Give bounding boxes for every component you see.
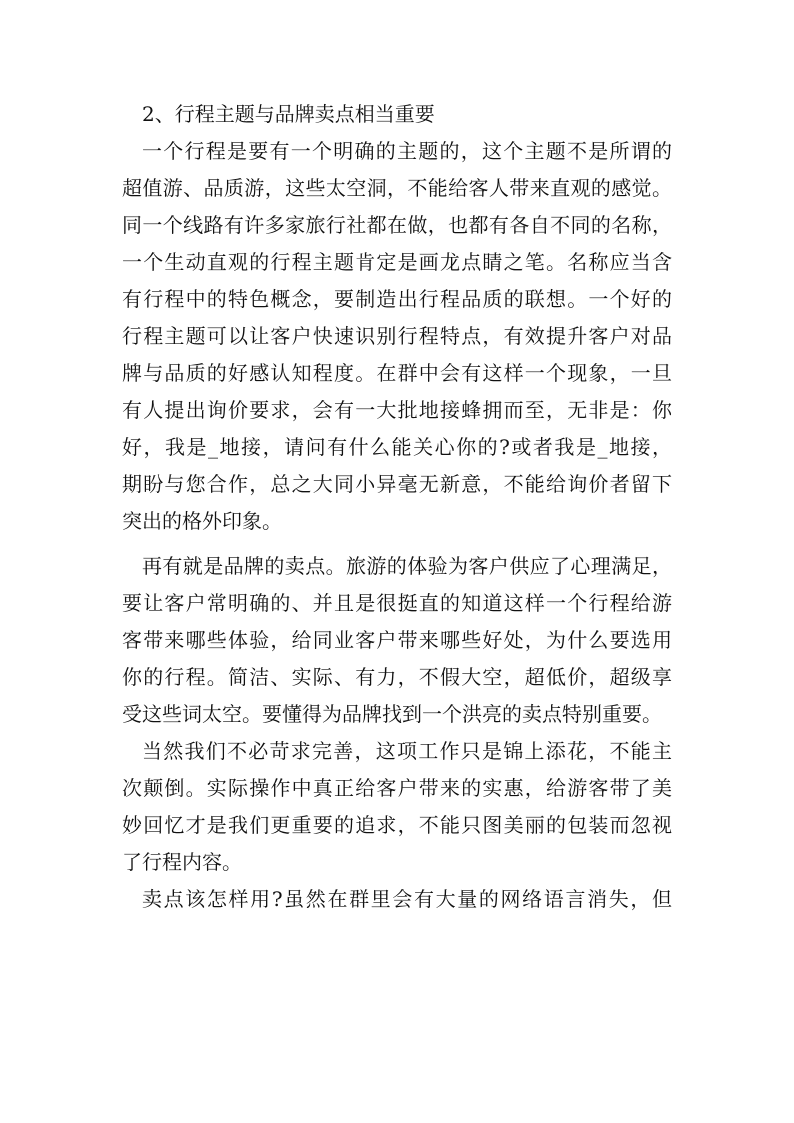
text-line: 妙回忆才是我们更重要的追求，不能只图美丽的包装而忽视 bbox=[122, 813, 672, 837]
paragraph-1 bbox=[122, 133, 672, 540]
paragraph-3 bbox=[122, 733, 672, 881]
text-line: 行程主题可以让客户快速识别行程特点，有效提升客户对品 bbox=[122, 324, 672, 348]
text-line: 突出的格外印象。 bbox=[122, 509, 282, 533]
text-line: 你的行程。简洁、实际、有力，不假大空，超低价，超级享 bbox=[122, 665, 672, 689]
text-line: 卖点该怎样用?虽然在群里会有大量的网络语言消失，但 bbox=[142, 887, 672, 911]
text-line: 期盼与您合作，总之大同小异毫无新意，不能给询价者留下 bbox=[122, 472, 672, 496]
text-line: 受这些词太空。要懂得为品牌找到一个洪亮的卖点特别重要。 bbox=[122, 702, 662, 726]
paragraph-2 bbox=[122, 548, 672, 733]
text-line: 好，我是_地接，请问有什么能关心你的?或者我是_地接， bbox=[122, 435, 672, 459]
text-line: 当然我们不必苛求完善，这项工作只是锦上添花，不能主 bbox=[142, 739, 672, 763]
text-line: 了行程内容。 bbox=[122, 850, 242, 874]
text-line: 有行程中的特色概念，要制造出行程品质的联想。一个好的 bbox=[122, 287, 672, 311]
text-line: 一个生动直观的行程主题肯定是画龙点睛之笔。名称应当含 bbox=[122, 250, 672, 274]
text-line: 同一个线路有许多家旅行社都在做，也都有各自不同的名称， bbox=[122, 213, 672, 237]
text-line: 牌与品质的好感认知程度。在群中会有这样一个现象，一旦 bbox=[122, 361, 672, 385]
text-line: 超值游、品质游，这些太空洞，不能给客人带来直观的感觉。 bbox=[122, 176, 672, 200]
section-heading: 2、行程主题与品牌卖点相当重要 bbox=[142, 102, 435, 126]
text-line: 再有就是品牌的卖点。旅游的体验为客户供应了心理满足， bbox=[142, 554, 672, 578]
paragraph-gap bbox=[122, 540, 672, 548]
paragraph-4 bbox=[122, 881, 672, 918]
document-body bbox=[122, 96, 672, 918]
text-line: 要让客户常明确的、并且是很挺直的知道这样一个行程给游 bbox=[122, 591, 672, 615]
text-line: 客带来哪些体验，给同业客户带来哪些好处，为什么要选用 bbox=[122, 628, 672, 652]
text-line: 次颠倒。实际操作中真正给客户带来的实惠，给游客带了美 bbox=[122, 776, 672, 800]
text-line: 有人提出询价要求，会有一大批地接蜂拥而至，无非是：你 bbox=[122, 398, 672, 422]
text-line: 一个行程是要有一个明确的主题的，这个主题不是所谓的 bbox=[142, 139, 672, 163]
